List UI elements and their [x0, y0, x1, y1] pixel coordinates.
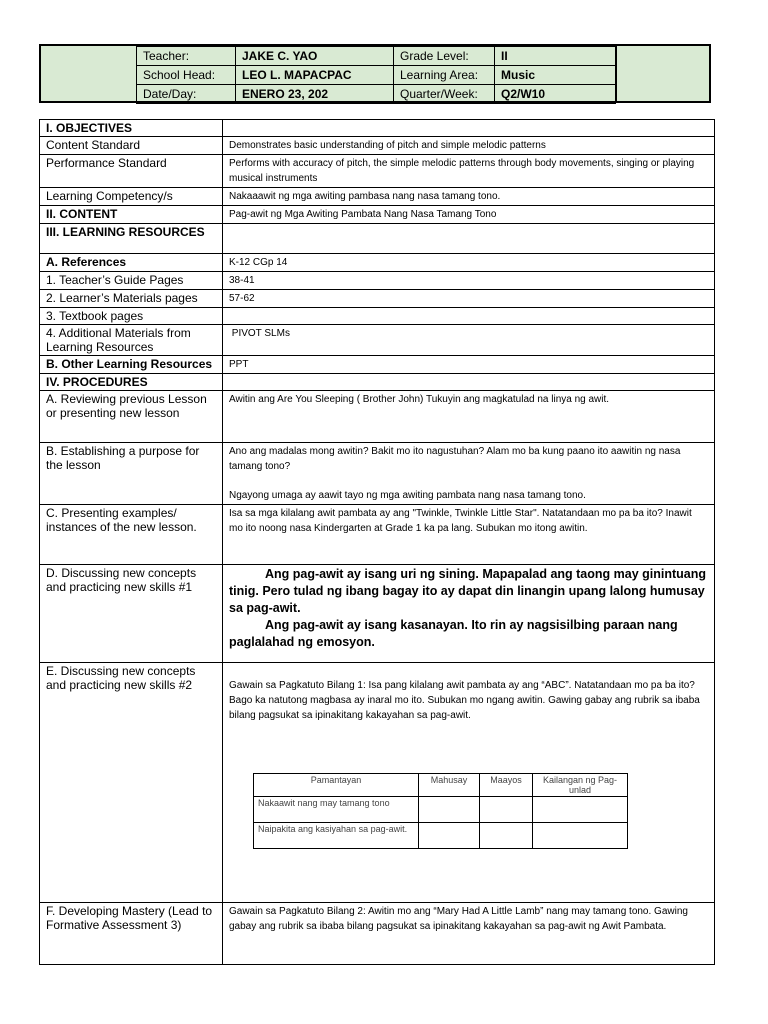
rubric-cell	[533, 797, 628, 823]
head-value: LEO L. MAPACPAC	[236, 66, 394, 85]
other-resources-value: PPT	[223, 356, 715, 374]
procedure-a-text: Awitin ang Are You Sleeping ( Brother John) Tukuyin ang magkatulad na linya ng awit.	[223, 391, 715, 443]
header-box	[39, 44, 711, 103]
procedure-c-text: Isa sa mga kilalang awit pambata ay ang "Twinkle, Twinkle Little Star". Natatandaan mo pa ba ito? Inawit mo ito noong nasa Kindergarten at Grade 1 ka pa lang. Subukan mo itong awitin.	[223, 505, 715, 565]
procedure-f-label: F. Developing Mastery (Lead to Formative Assessment 3)	[40, 903, 223, 965]
procedure-c-label: C. Presenting examples/ instances of the new lesson.	[40, 505, 223, 565]
procedure-b-text-1: Ano ang madalas mong awitin? Bakit mo ito nagustuhan? Alam mo ba kung paano ito aawitin ng nasa tamang tono?	[229, 446, 681, 472]
rubric-header-kailangan: Kailangan ng Pag-unlad	[533, 774, 628, 797]
procedure-d-text-1: Ang pag-awit ay isang uri ng sining. Mapapalad ang taong may ginintuang tinig. Pero tulad ng ibang bagay ito ay dapat din linangin upang lalong humusay sa pag-awit.	[229, 567, 707, 615]
additional-materials-text: PIVOT SLMs	[231, 328, 290, 339]
content-heading: II. CONTENT	[40, 206, 223, 224]
procedure-b-label-text: B. Establishing a purpose for the lesson	[46, 444, 200, 472]
procedure-b-text	[223, 443, 715, 505]
header-right-box	[616, 46, 711, 101]
quarter-label: Quarter/Week:	[394, 85, 495, 104]
date-label: Date/Day:	[137, 85, 236, 104]
rubric-row-2-criteria: Naipakita ang kasiyahan sa pag-awit.	[254, 823, 419, 849]
procedure-e-label: E. Discussing new concepts and practicing new skills #2	[40, 663, 223, 903]
rubric-table	[253, 773, 628, 849]
performance-standard-label: Performance Standard	[40, 155, 223, 188]
additional-materials-value	[223, 325, 715, 356]
date-value: ENERO 23, 202	[236, 85, 394, 104]
performance-standard-value: Performs with accuracy of pitch, the simple melodic patterns through body movements, singing or playing musical instruments	[223, 155, 715, 188]
learners-materials-label: 2. Learner’s Materials pages	[40, 290, 223, 308]
grade-value: II	[495, 47, 616, 66]
area-value: Music	[495, 66, 616, 85]
rubric-cell	[533, 823, 628, 849]
procedure-a-label: A. Reviewing previous Lesson or presenting new lesson	[40, 391, 223, 443]
quarter-value: Q2/W10	[495, 85, 616, 104]
procedure-d-label: D. Discussing new concepts and practicing new skills #1	[40, 565, 223, 663]
textbook-label: 3. Textbook pages	[40, 308, 223, 325]
rubric-cell	[419, 797, 480, 823]
rubric-cell	[480, 823, 533, 849]
teachers-guide-label: 1. Teacher’s Guide Pages	[40, 272, 223, 290]
other-resources-label: B. Other Learning Resources	[40, 356, 223, 374]
rubric-cell	[419, 823, 480, 849]
content-standard-label: Content Standard	[40, 137, 223, 155]
procedure-e-cell	[223, 663, 715, 903]
content-value: Pag-awit ng Mga Awiting Pambata Nang Nasa Tamang Tono	[223, 206, 715, 224]
content-standard-value: Demonstrates basic understanding of pitch and simple melodic patterns	[223, 137, 715, 155]
rubric-header-criteria: Pamantayan	[254, 774, 419, 797]
procedure-b-text-2: Ngayong umaga ay aawit tayo ng mga awiting pambata nang nasa tamang tono.	[229, 490, 586, 501]
textbook-value	[223, 308, 715, 325]
grade-label: Grade Level:	[394, 47, 495, 66]
procedures-value	[223, 374, 715, 391]
rubric-header-maayos: Maayos	[480, 774, 533, 797]
rubric-row-1-criteria: Nakaawit nang may tamang tono	[254, 797, 419, 823]
procedure-d-text	[223, 565, 715, 663]
resources-value	[223, 224, 715, 254]
resources-heading: III. LEARNING RESOURCES	[40, 224, 223, 254]
rubric-header-mahusay: Mahusay	[419, 774, 480, 797]
competency-label: Learning Competency/s	[40, 188, 223, 206]
teacher-label: Teacher:	[137, 47, 236, 66]
objectives-heading: I. OBJECTIVES	[40, 120, 223, 137]
references-value: K-12 CGp 14	[223, 254, 715, 272]
procedure-d-text-2: Ang pag-awit ay isang kasanayan. Ito rin ay nagsisilbing paraan nang paglalahad ng emosyon.	[229, 618, 678, 649]
rubric-cell	[480, 797, 533, 823]
objectives-value	[223, 120, 715, 137]
procedure-e-text: Gawain sa Pagkatuto Bilang 1: Isa pang kilalang awit pambata ay ang “ABC”. Natatandaan mo pa ba ito? Bago ka natutong magbasa ay inaral mo ito. Subukan mo ngang awitin. Gawing gabay ang rubrik sa ibaba bilang pagsukat sa ipinakitang kakayahan sa pag-awit.	[229, 680, 700, 721]
procedure-f-text: Gawain sa Pagkatuto Bilang 2: Awitin mo ang “Mary Had A Little Lamb” nang may tamang tono. Gawing gabay ang rubrik sa ibaba bilang pagsukat sa ipinakitang kakayahan sa pag-awit ng Awit Pambata.	[223, 903, 715, 965]
additional-materials-label: 4. Additional Materials from Learning Resources	[40, 325, 223, 356]
header-table	[136, 46, 616, 104]
procedures-heading: IV. PROCEDURES	[40, 374, 223, 391]
competency-value: Nakaaawit ng mga awiting pambasa nang nasa tamang tono.	[223, 188, 715, 206]
procedure-b-label	[40, 443, 223, 505]
references-label: A. References	[40, 254, 223, 272]
teachers-guide-value: 38-41	[223, 272, 715, 290]
head-label: School Head:	[137, 66, 236, 85]
learners-materials-value: 57-62	[223, 290, 715, 308]
area-label: Learning Area:	[394, 66, 495, 85]
lesson-plan-table	[39, 119, 715, 965]
teacher-value: JAKE C. YAO	[236, 47, 394, 66]
